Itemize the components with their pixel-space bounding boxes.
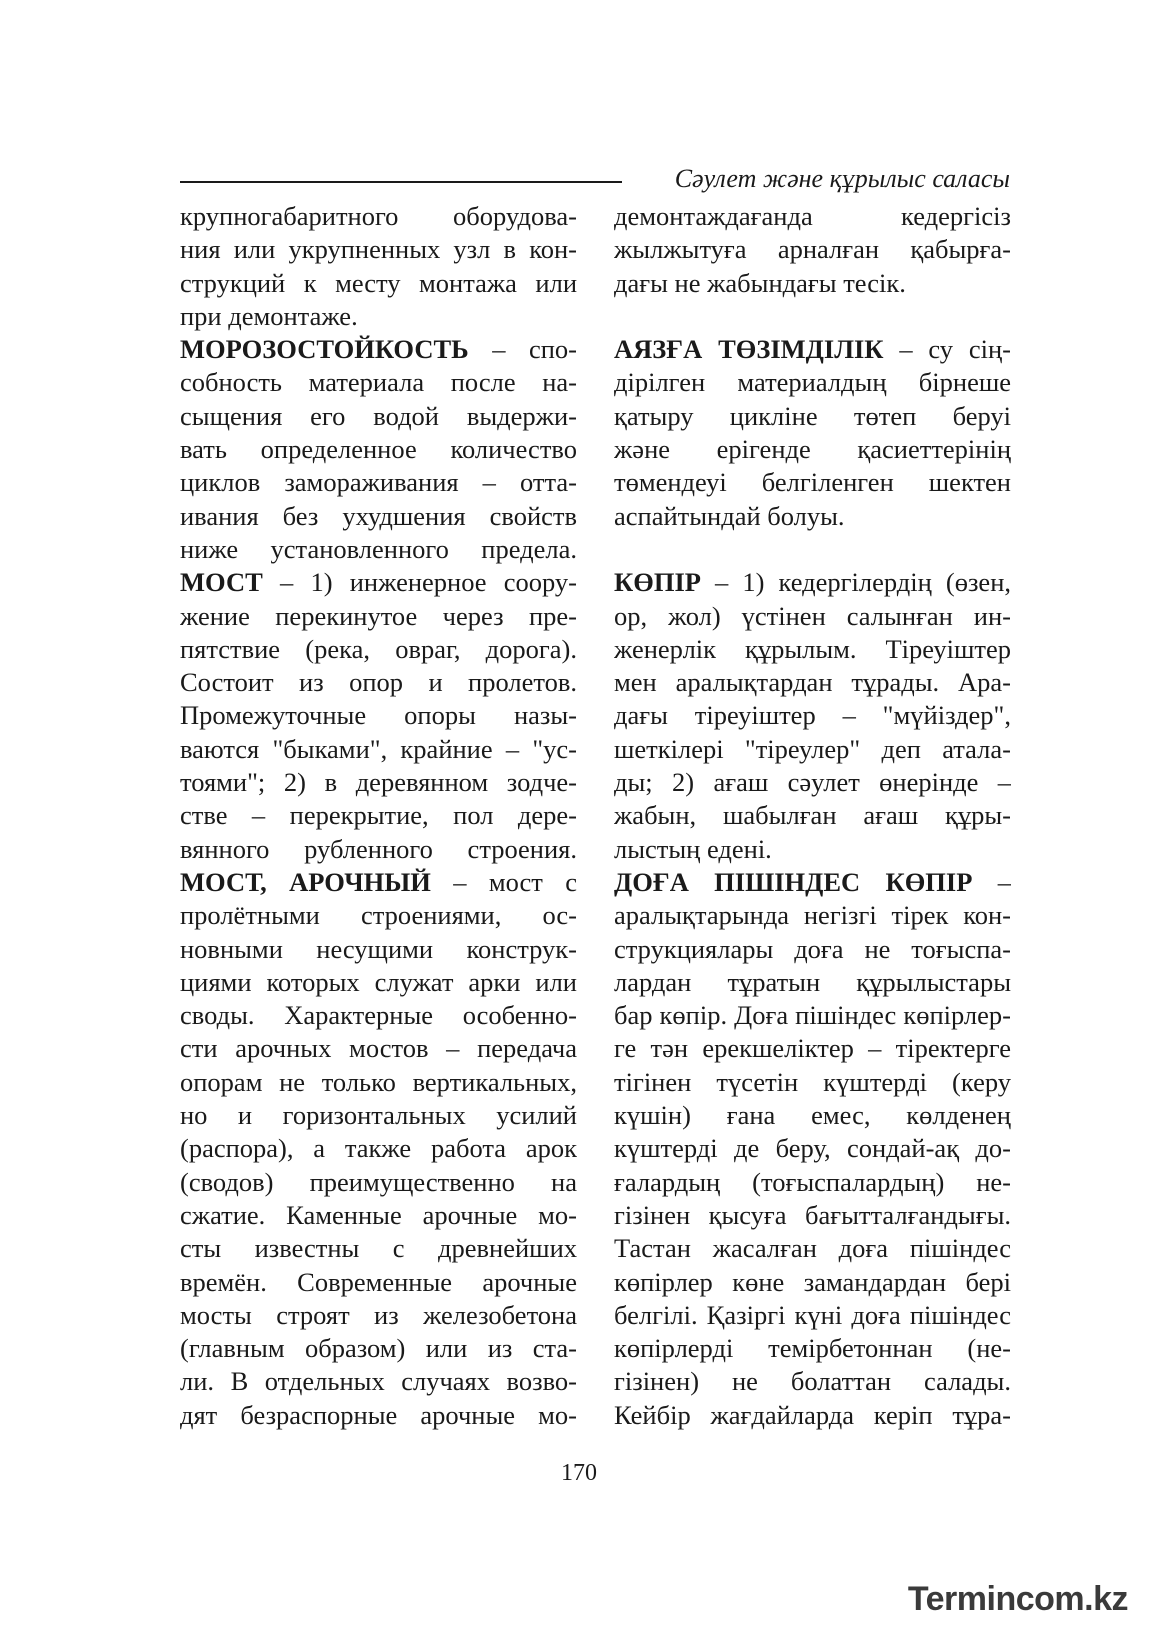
text-fragment: – спо- <box>492 334 577 365</box>
text-line: дағы тіреуіштер – "мүйіздер", <box>614 700 1011 731</box>
text-line: (главным образом) или из ста- <box>180 1333 577 1364</box>
text-line: ге тән ерекшеліктер – тіректерге <box>614 1033 1011 1064</box>
text-line: ния или укрупненных узл в кон- <box>180 234 577 265</box>
text-line: ивания без ухудшения свойств <box>180 500 577 531</box>
entry-line-arch-bridge <box>180 866 577 899</box>
text-line: (распора), а также работа арок <box>180 1133 577 1164</box>
text-line: аспайтындай болуы. <box>614 500 845 531</box>
text-line: мен аралықтардан тұрады. Ара- <box>614 667 1011 698</box>
text-line: пятствие (река, овраг, дорога). <box>180 633 577 664</box>
text-line: белгілі. Қазіргі күні доға пішіндес <box>614 1299 1011 1330</box>
text-line: циклов замораживания – отта- <box>180 467 577 498</box>
text-line: дірілген материалдың бірнеше <box>614 367 1011 398</box>
text-line: тоями"; 2) в деревянном зодче- <box>180 767 577 798</box>
term-arch-bridge: МОСТ, АРОЧНЫЙ <box>180 866 431 897</box>
text-line: шеткілері "тіреулер" деп атала- <box>614 733 1011 764</box>
text-line: демонтаждағанда кедергісіз <box>614 201 1011 231</box>
text-line: своды. Характерные особенно- <box>180 1000 577 1031</box>
text-line: но и горизонтальных усилий <box>180 1100 577 1131</box>
text-line: струкций к месту монтажа или <box>180 267 577 298</box>
text-line: көпірлер көне замандардан бері <box>614 1266 1011 1297</box>
text-line: ор, жол) үстінен салынған ин- <box>614 600 1011 631</box>
text-line: көпірлерді темірбетоннан (не- <box>614 1333 1011 1364</box>
section-title: Сәулет және құрылыс саласы <box>674 164 1010 193</box>
text-line: струкциялары доға не тоғыспа- <box>614 933 1011 964</box>
text-line: аралықтарында негізгі тірек кон- <box>614 900 1011 931</box>
text-line: тігінен түсетін күштерді (керу <box>614 1066 1011 1097</box>
text-line: вянного рубленного строения. <box>180 833 577 864</box>
text-line: времён. Современные арочные <box>180 1266 577 1297</box>
text-line: Состоит из опор и пролетов. <box>180 667 577 698</box>
text-fragment: – су сің- <box>899 334 1011 365</box>
text-line: (сводов) преимущественно на <box>180 1166 577 1197</box>
text-line: жение перекинутое через пре- <box>180 600 577 631</box>
text-line: новными несущими конструк- <box>180 933 577 964</box>
text-line: бар көпір. Доға пішіндес көпірлер- <box>614 1000 1011 1031</box>
term-bridge: КӨПІР <box>614 567 701 598</box>
text-line: крупногабаритного оборудова- <box>180 201 577 231</box>
left-column-russian <box>180 200 577 1432</box>
text-line: циями которых служат арки или <box>180 966 577 997</box>
text-line: күшін) ғана емес, көлденең <box>614 1100 1011 1131</box>
text-line: ды; 2) ағаш сәулет өнерінде – <box>614 767 1011 798</box>
text-line: пролётными строениями, ос- <box>180 900 577 931</box>
text-line: жабын, шабылған ағаш құры- <box>614 800 1011 831</box>
text-line: қатыру цикліне төтеп беруі <box>614 400 1011 431</box>
text-line: төмендеуі белгіленген шектен <box>614 467 1011 498</box>
text-line: сжатие. Каменные арочные мо- <box>180 1199 577 1230</box>
term-arch-bridge: ДОҒА ПІШІНДЕС КӨПІР <box>614 866 973 897</box>
text-line: дағы не жабындағы тесік. <box>614 267 906 298</box>
spacer <box>614 533 1011 566</box>
term-frost-resistance: АЯЗҒА ТӨЗІМДІЛІК <box>614 334 884 365</box>
text-line: гізінен) не болаттан салады. <box>614 1366 1011 1397</box>
text-line: стве – перекрытие, пол дере- <box>180 800 577 831</box>
text-line: при демонтаже. <box>180 300 358 331</box>
page-number: 170 <box>561 1460 597 1486</box>
text-line: және ерігенде қасиеттерінің <box>614 434 1011 465</box>
entry-line-bridge <box>180 566 577 599</box>
text-line: ниже установленного предела. <box>180 533 577 564</box>
text-line: собность материала после на- <box>180 367 577 398</box>
text-line: күштерді де беру, сондай-ақ до- <box>614 1133 1011 1164</box>
site-watermark-logo: Termincom.kz <box>907 1580 1128 1618</box>
term-bridge: МОСТ <box>180 567 263 598</box>
text-line: сти арочных мостов – передача <box>180 1033 577 1064</box>
text-fragment: – 1) инженерное соору- <box>279 567 577 598</box>
text-line: Тастан жасалған доға пішіндес <box>614 1233 1011 1264</box>
text-line: сты известны с древнейших <box>180 1233 577 1264</box>
text-line: лыстың едені. <box>614 833 772 864</box>
spacer <box>614 300 1011 333</box>
text-line: вать определенное количество <box>180 434 577 465</box>
text-line: лардан тұратын құрылыстары <box>614 966 1011 997</box>
text-line: ли. В отдельных случаях возво- <box>180 1366 577 1397</box>
text-line: опорам не только вертикальных, <box>180 1066 577 1097</box>
right-column-kazakh <box>614 200 1011 1432</box>
text-line: жылжытуға арналған қабырға- <box>614 234 1011 265</box>
entry-line-frost <box>180 333 577 366</box>
text-line: Промежуточные опоры назы- <box>180 700 577 731</box>
text-fragment: – <box>997 866 1011 897</box>
text-line: женерлік құрылым. Тіреуіштер <box>614 633 1011 664</box>
running-header <box>180 162 1010 196</box>
text-line: дят безраспорные арочные мо- <box>180 1399 577 1430</box>
header-rule <box>180 181 622 183</box>
text-fragment: – мост с <box>453 866 577 897</box>
text-fragment: – 1) кедергілердің (өзен, <box>715 567 1011 598</box>
entry-line-arch-bridge <box>614 866 1011 899</box>
entry-line-bridge <box>614 566 1011 599</box>
entry-line-frost <box>614 333 1011 366</box>
text-line: сыщения его водой выдержи- <box>180 400 577 431</box>
text-line: гізінен қысуға бағытталғандығы. <box>614 1199 1011 1230</box>
text-line: Кейбір жағдайларда керіп тұра- <box>614 1399 1011 1430</box>
text-line: ваются "быками", крайние – "ус- <box>180 733 577 764</box>
text-line: ғалардың (тоғыспалардың) не- <box>614 1166 1011 1197</box>
term-frost-resistance: МОРОЗОСТОЙКОСТЬ <box>180 334 469 365</box>
text-line: мосты строят из железобетона <box>180 1299 577 1330</box>
